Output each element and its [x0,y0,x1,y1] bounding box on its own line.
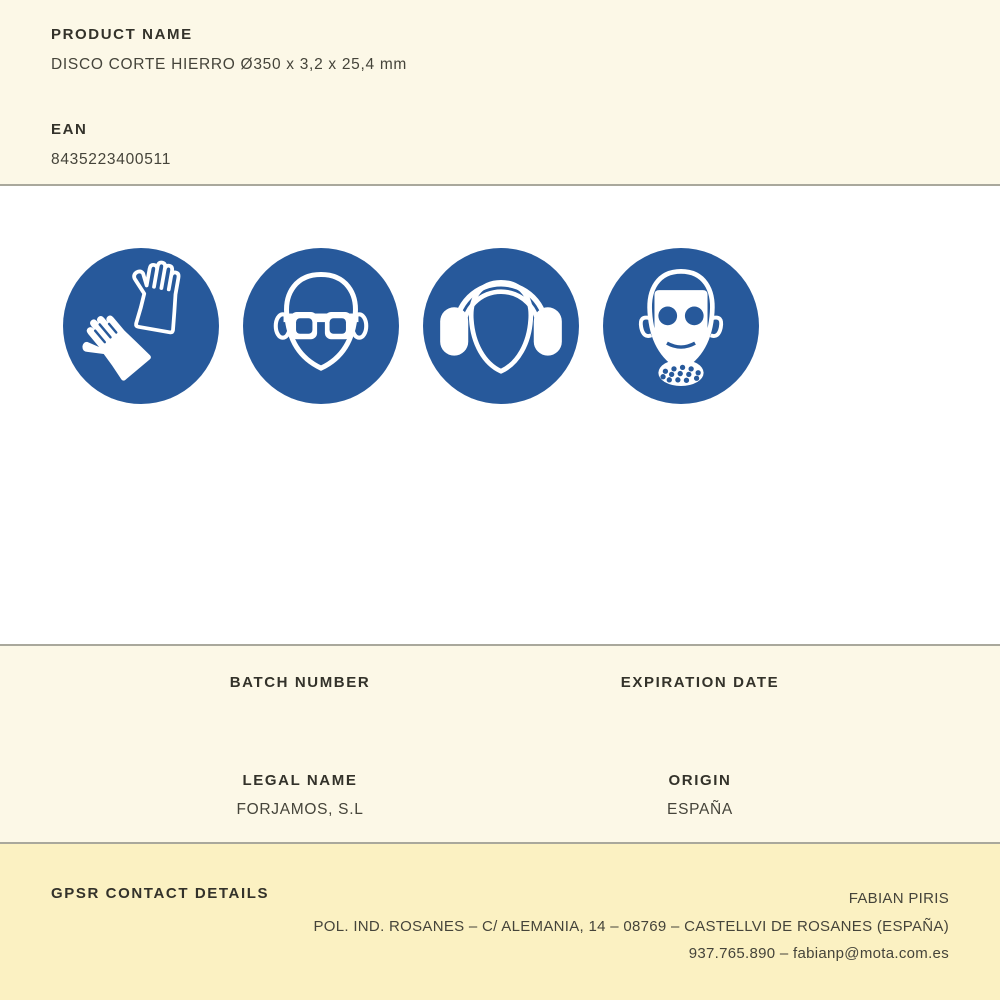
batch-number-field [100,674,500,702]
ean-field [51,121,949,169]
wear-gloves-icon [63,248,219,404]
wear-eye-protection-icon [243,248,399,404]
origin-value: ESPAÑA [667,800,733,818]
ean-value: 8435223400511 [51,151,172,169]
safety-icons-section [0,186,1000,644]
legal-name-label: LEGAL NAME [242,772,358,790]
product-name-label: PRODUCT NAME [51,26,193,43]
details-section [0,646,1000,842]
wear-respirator-icon [603,248,759,404]
batch-number-label: BATCH NUMBER [229,674,371,691]
origin-label: ORIGIN [668,772,732,790]
safety-icons-row [63,248,1000,404]
ean-label: EAN [51,121,88,139]
legal-name-field [100,772,500,818]
product-info-section [0,0,1000,184]
expiration-date-label: EXPIRATION DATE [620,674,780,691]
product-name-field [51,26,949,74]
contact-person-name: FABIAN PIRIS [848,890,949,907]
gpsr-contact-lines [269,885,949,968]
gpsr-contact-label: GPSR CONTACT DETAILS [51,885,270,902]
product-name-value: DISCO CORTE HIERRO Ø350 x 3,2 x 25,4 mm [51,56,408,74]
contact-phone-email: 937.765.890 – fabianp@mota.com.es [688,945,949,962]
details-row-1 [100,674,900,702]
origin-field [500,772,900,818]
wear-ear-protection-icon [423,248,579,404]
gpsr-contact-section [0,844,1000,1000]
details-row-2 [100,772,900,818]
contact-address: POL. IND. ROSANES – C/ ALEMANIA, 14 – 08769 – CASTELLVI DE ROSANES (ESPAÑA) [313,917,949,935]
expiration-date-field [500,674,900,702]
legal-name-value: FORJAMOS, S.L [236,800,364,818]
